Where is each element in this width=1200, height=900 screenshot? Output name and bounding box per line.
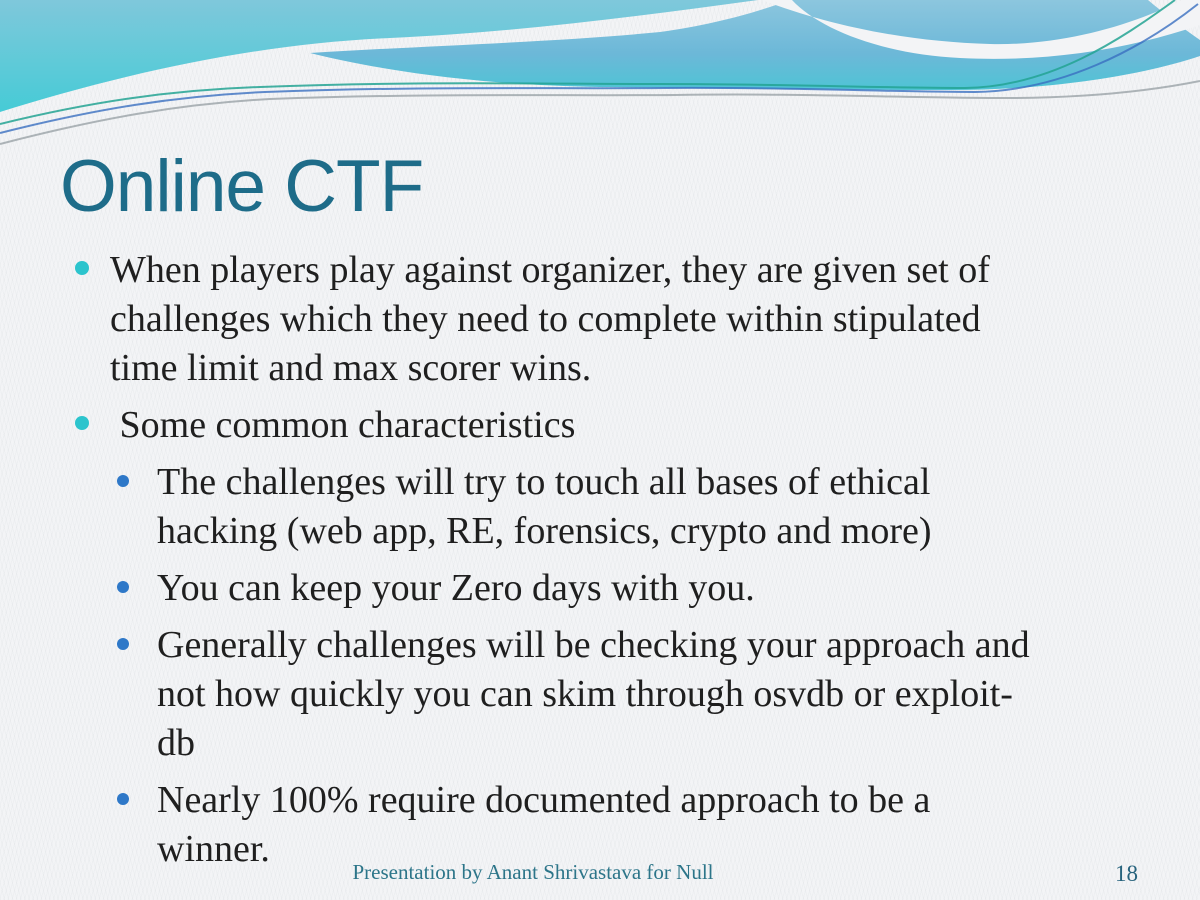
bullet-line: Some common characteristics: [110, 404, 576, 446]
bullet-item: [0, 564, 1200, 613]
wave-line-gray: [0, 81, 1200, 144]
bullet-line: db: [157, 722, 195, 764]
bullet-text: [157, 621, 1030, 768]
bullet-item: [0, 401, 1200, 450]
bullet-line: Generally challenges will be checking your approach and: [157, 624, 1030, 666]
bullet-line: time limit and max scorer wins.: [110, 347, 592, 389]
bullet-dot-icon: [117, 581, 129, 593]
bullet-line: winner.: [157, 828, 270, 870]
bullet-dot-icon: [117, 793, 129, 805]
bullet-text: [157, 564, 755, 613]
bullet-line: When players play against organizer, they are given set of: [110, 249, 990, 291]
bullet-line: The challenges will try to touch all bases of ethical: [157, 461, 931, 503]
bullet-list: [0, 246, 1200, 874]
page-number: 18: [1115, 861, 1138, 886]
bullet-dot-icon: [117, 475, 129, 487]
bullet-item: [0, 458, 1200, 556]
header-wave-decoration: [0, 0, 1200, 170]
bullet-line: You can keep your Zero days with you.: [157, 567, 755, 609]
bullet-text: [110, 246, 990, 393]
bullet-item: [0, 246, 1200, 393]
bullet-dot-icon: [75, 416, 89, 430]
bullet-dot-icon: [75, 261, 89, 275]
bullet-text: [110, 401, 575, 450]
bullet-line: hacking (web app, RE, forensics, crypto and more): [157, 510, 932, 552]
bullet-dot-icon: [117, 638, 129, 650]
bullet-text: [157, 458, 932, 556]
bullet-line: not how quickly you can skim through osvdb or exploit-: [157, 673, 1013, 715]
footer-text: Presentation by Anant Shrivastava for Null: [352, 860, 714, 884]
bullet-line: Nearly 100% require documented approach to be a: [157, 779, 931, 821]
bullet-line: challenges which they need to complete within stipulated: [110, 298, 981, 340]
bullet-item: [0, 621, 1200, 768]
slide-title: Online CTF: [60, 146, 424, 227]
